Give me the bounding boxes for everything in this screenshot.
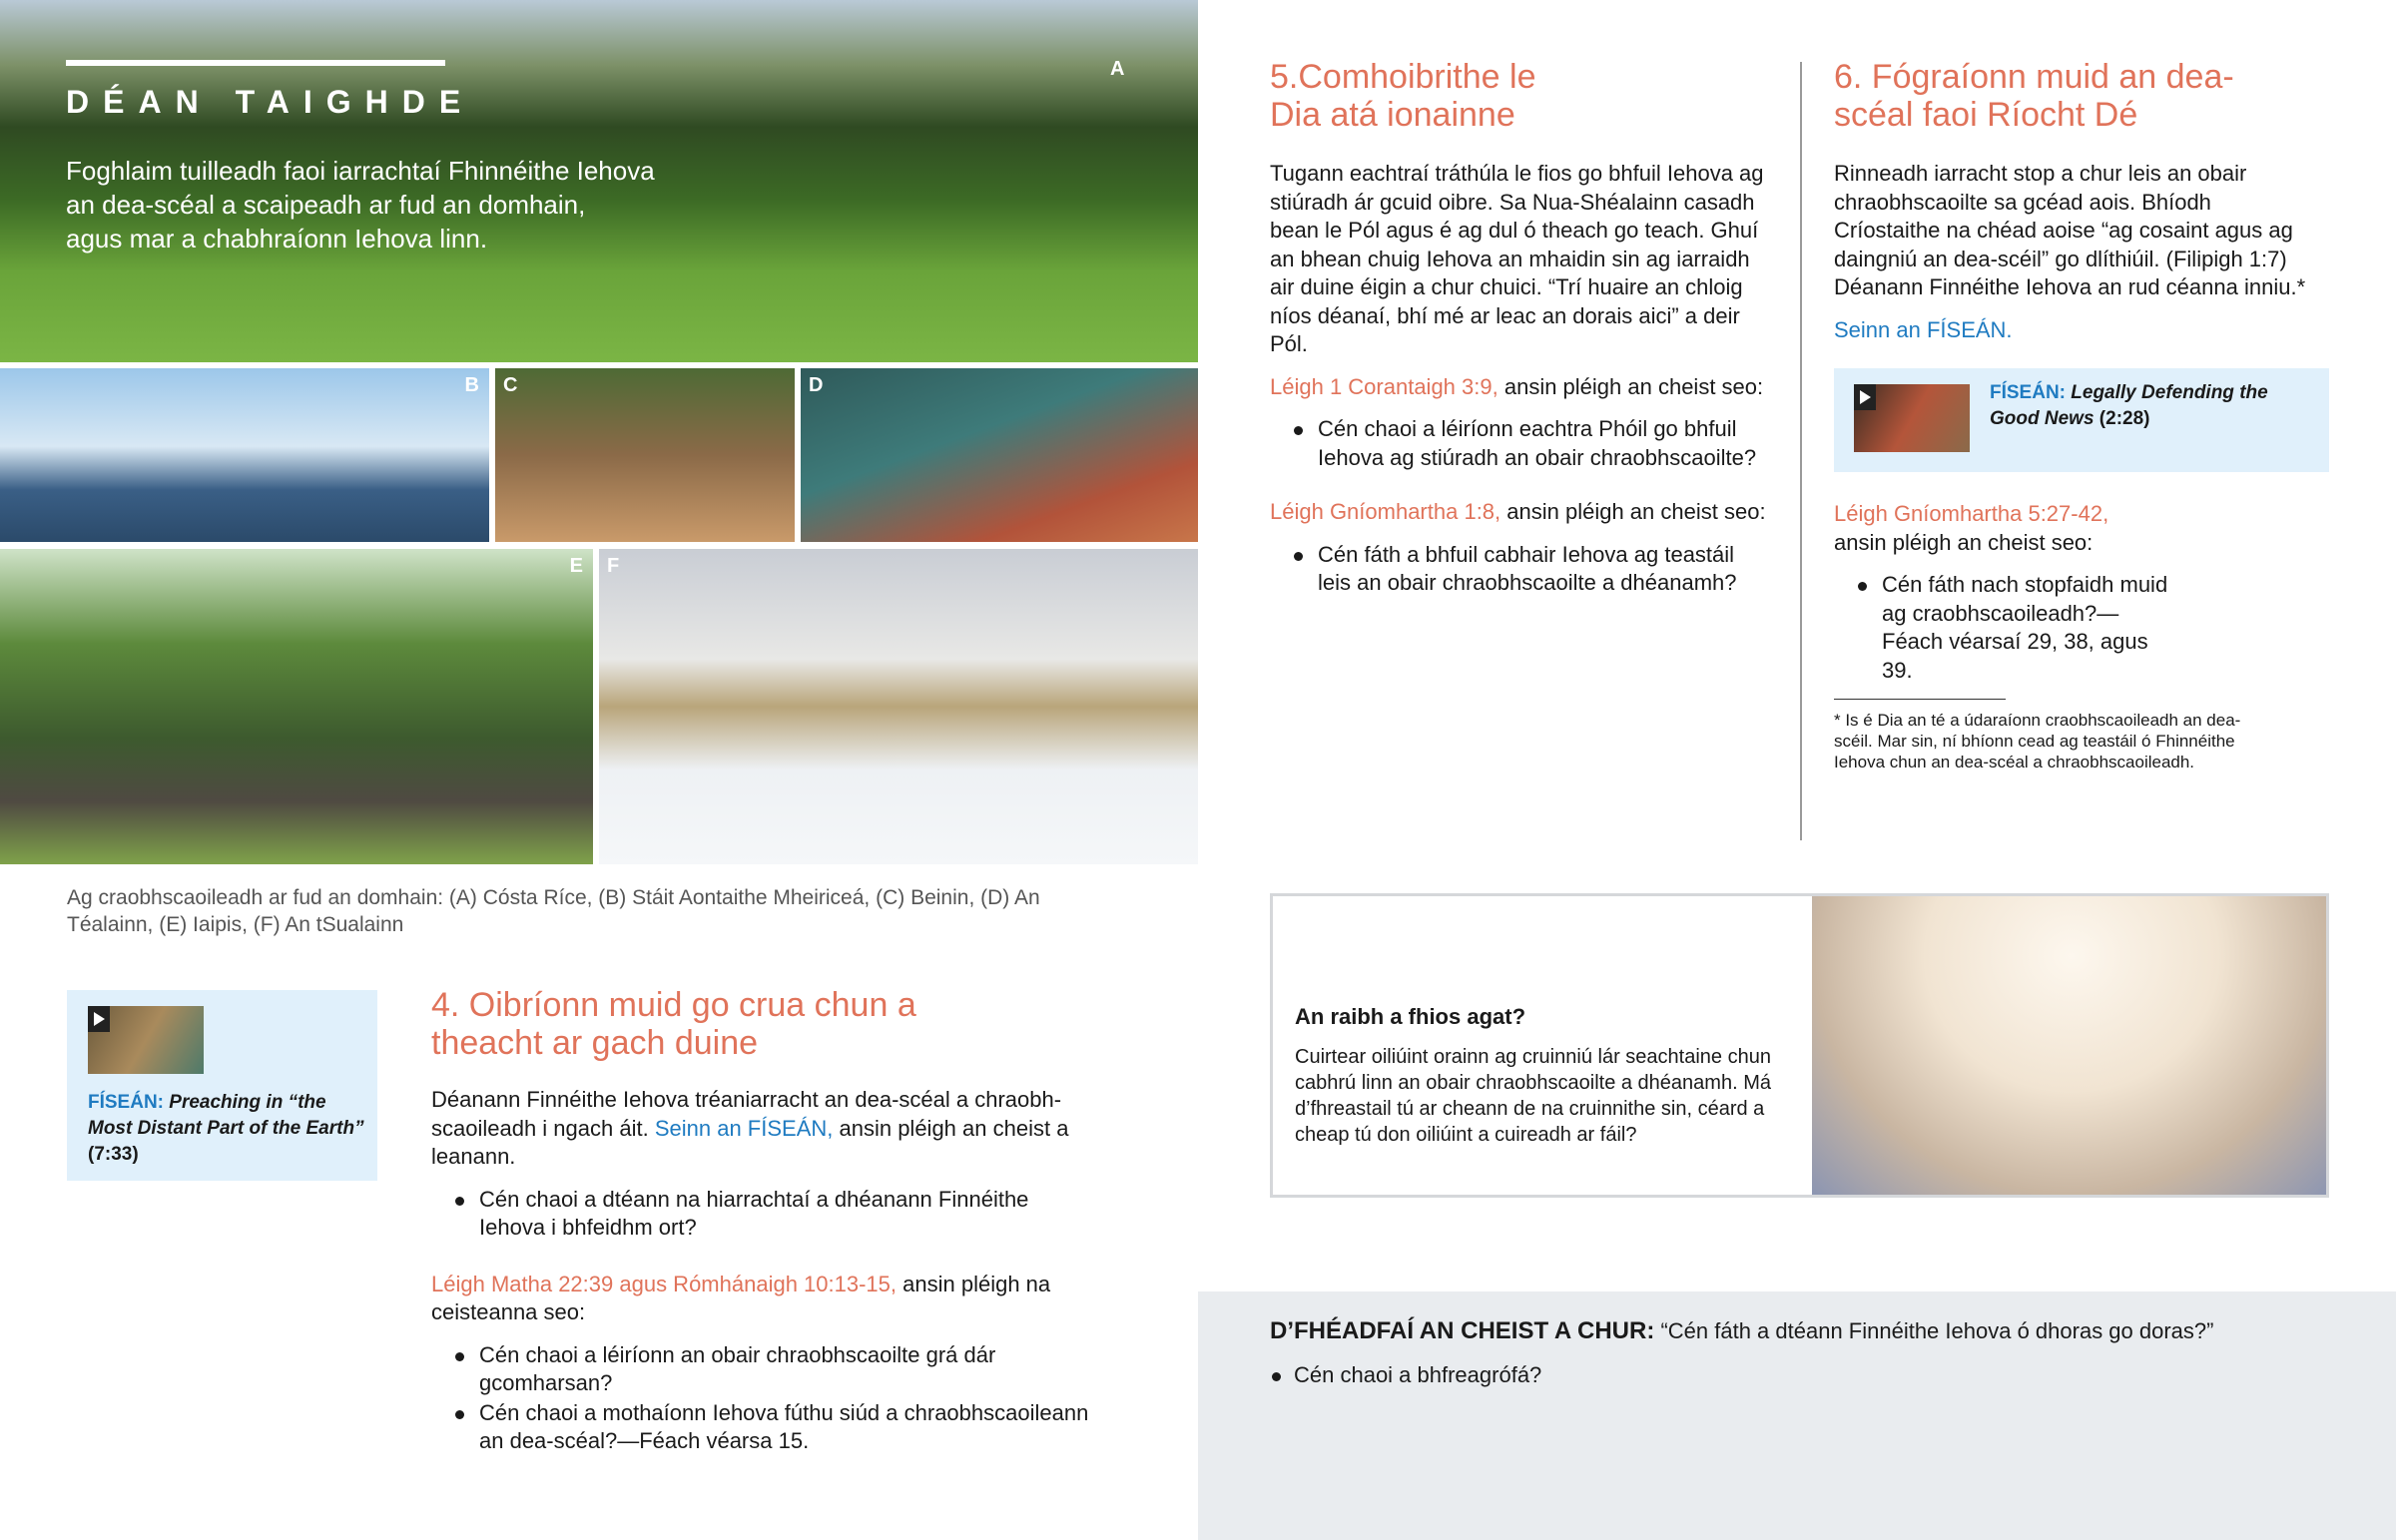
question-item: Cén chaoi a dtéann na hiarrachtaí a dhéanann Finnéithe Iehova i bhfeidhm ort? [431, 1186, 1090, 1243]
section-4-heading: 4. Oibríonn muid go crua chun a theacht ar gach duine [431, 986, 916, 1062]
section-6 [1834, 58, 2333, 772]
video-duration: (7:33) [88, 1144, 139, 1165]
section-5 [1270, 58, 1769, 598]
did-you-know-title: An raibh a fhios agat? [1295, 1004, 1526, 1029]
play-video-link[interactable]: Seinn an FÍSEÁN. [1834, 316, 2013, 342]
play-icon[interactable] [88, 1006, 110, 1032]
footnote: * Is é Dia an té a údaraíonn craobhscaoileadh an dea-scéil. Mar sin, ní bhíonn cead ag teastáil ó Fhinnéithe Iehova chun an dea-scéal a chraobhscaoileadh. [1834, 711, 2241, 771]
photo-a-costa-rica [0, 0, 1198, 362]
video-box-legally-defending[interactable] [1834, 368, 2329, 472]
section-4 [431, 986, 1090, 1456]
photo-label: F [607, 555, 620, 577]
video-box-preaching[interactable] [67, 990, 377, 1181]
section-4-paragraph [431, 1086, 1090, 1172]
title-rule [66, 60, 445, 66]
scripture-prompt [1834, 500, 2163, 557]
scripture-prompt [431, 1271, 1090, 1327]
did-you-know-box [1270, 893, 2329, 1198]
video-prefix: FÍSEÁN: [88, 1092, 164, 1113]
photo-label: A [1110, 58, 1125, 80]
question-prompt [1270, 1317, 2213, 1345]
photo-b-usa [0, 368, 489, 542]
video-prefix: FÍSEÁN: [1990, 382, 2066, 403]
question-label: D’FHÉADFAÍ AN CHEIST A CHUR: [1270, 1317, 1655, 1344]
scripture-link[interactable]: Léigh Matha 22:39 agus Rómhánaigh 10:13-15, [431, 1271, 898, 1296]
section-6-heading: 6. Fógraíonn muid an dea-scéal faoi Ríocht Dé [1834, 58, 2234, 134]
question-item: Cén chaoi a bhfreagrófá? [1270, 1361, 1541, 1390]
photo-caption: Ag craobhscaoileadh ar fud an domhain: (A) Cósta Ríce, (B) Stáit Aontaithe Mheiriceá, (C) Beinin, (D) An Téalainn, (E) Iaipis, (F) An tSualainn [67, 886, 1040, 936]
section-title: DÉAN TAIGHDE [66, 84, 475, 120]
scripture-link[interactable]: Léigh Gníomhartha 1:8, [1270, 499, 1501, 524]
text: ansin pléigh an cheist a leanann. [431, 1115, 1069, 1169]
play-icon[interactable] [1854, 384, 1876, 410]
question-item: Cén fáth nach stopfaidh muid ag craobhscaoileadh?—Féach véarsaí 29, 38, agus 39. [1834, 571, 2173, 685]
section-5-paragraph: Tugann eachtraí tráthúla le fios go bhfuil Iehova ag stiúradh ár gcuid oibre. Sa Nua-Shéalainn casadh bean le Pól agus é ag dul ó theach go teach. Ghuí an bhean chuig Iehova an mhaidin sin ag iarraidh air duine éigin a chur chuici. “Trí huaire an chloig níos déanaí, bhí mé ar leac an dorais aici” a deir Pól. [1270, 161, 1764, 356]
video-title[interactable]: Legally Defending the Good News [1990, 382, 2268, 429]
photo-label: E [569, 555, 583, 577]
meeting-illustration [1812, 896, 2329, 1196]
question-band [1198, 1291, 2396, 1540]
section-6-paragraph: Rinneadh iarracht stop a chur leis an obair chraobhscaoilte sa gcéad aois. Bhíodh Críostaithe na chéad aoise “ag cosaint agus ag daingniú an dea-scéil” go dlíthiúil. (Filipigh 1:7) Déanann Finnéithe Iehova an rud céanna inniu.* [1834, 161, 2306, 299]
scripture-link[interactable]: Léigh 1 Corantaigh 3:9, [1270, 373, 1498, 399]
intro-line: an dea-scéal a scaipeadh ar fud an domhain, [66, 190, 586, 220]
intro-line: Foghlaim tuilleadh faoi iarrachtaí Fhinnéithe Iehova [66, 156, 655, 186]
scripture-prompt [1270, 373, 1769, 402]
scripture-link[interactable]: Léigh Gníomhartha 5:27-42, [1834, 501, 2109, 526]
photo-label: C [503, 374, 518, 396]
video-thumbnail[interactable] [1854, 384, 1970, 452]
photo-c-benin [495, 368, 795, 542]
question-item: Cén chaoi a léiríonn eachtra Phóil go bhfuil Iehova ag stiúradh an obair chraobhscaoilte? [1270, 415, 1769, 472]
photo-label: D [809, 374, 824, 396]
text: ansin pléigh an cheist seo: [1498, 373, 1764, 399]
photo-label: B [464, 374, 479, 396]
photo-e-japan [0, 549, 593, 864]
question-text: “Cén fáth a dtéann Finnéithe Iehova ó dhoras go doras?” [1654, 1318, 2214, 1343]
photo-d-thailand [801, 368, 1198, 542]
text: Déanann Finnéithe Iehova tréaniarracht an dea-scéal a chraobhscaoileadh i ngach áit. [431, 1087, 1062, 1141]
footnote-rule [1834, 699, 2006, 700]
video-thumbnail[interactable] [88, 1006, 204, 1074]
video-duration: (2:28) [2098, 408, 2150, 429]
question-item: Cén chaoi a léiríonn an obair chraobhscaoilte grá dár gcomharsan? [431, 1341, 1090, 1398]
play-video-link[interactable]: Seinn an FÍSEÁN, [654, 1115, 834, 1141]
column-divider [1800, 62, 1802, 840]
question-item: Cén fáth a bhfuil cabhair Iehova ag teastáil leis an obair chraobhscaoilte a dhéanamh? [1270, 541, 1769, 598]
text: ansin pléigh an cheist seo: [1500, 499, 1766, 524]
intro-line: agus mar a chabhraíonn Iehova linn. [66, 224, 488, 254]
question-item: Cén chaoi a mothaíonn Iehova fúthu siúd a chraobhscaoileann an dea-scéal?—Féach véarsa 15. [431, 1399, 1090, 1456]
text: ansin pléigh an cheist seo: [1834, 529, 2094, 555]
scripture-prompt [1270, 498, 1769, 527]
did-you-know-text: Cuirtear oiliúint orainn ag cruinniú lár seachtaine chun cabhrú linn an obair chraobhscaoilte a dhéanamh. Má d’fhreastail tú ar cheann de na cruinnithe sin, céard a cheap tú don oiliúint a cuireadh ar fáil? [1295, 1046, 1771, 1146]
section-5-heading: 5.Comhoibrithe le Dia atá ionainne [1270, 58, 1536, 134]
photo-f-sweden [599, 549, 1198, 864]
text: ansin pléigh na ceisteanna seo: [431, 1271, 1051, 1324]
hero-intro [66, 154, 655, 256]
video-title[interactable]: Preaching in “the Most Distant Part of the Earth” [88, 1092, 364, 1139]
